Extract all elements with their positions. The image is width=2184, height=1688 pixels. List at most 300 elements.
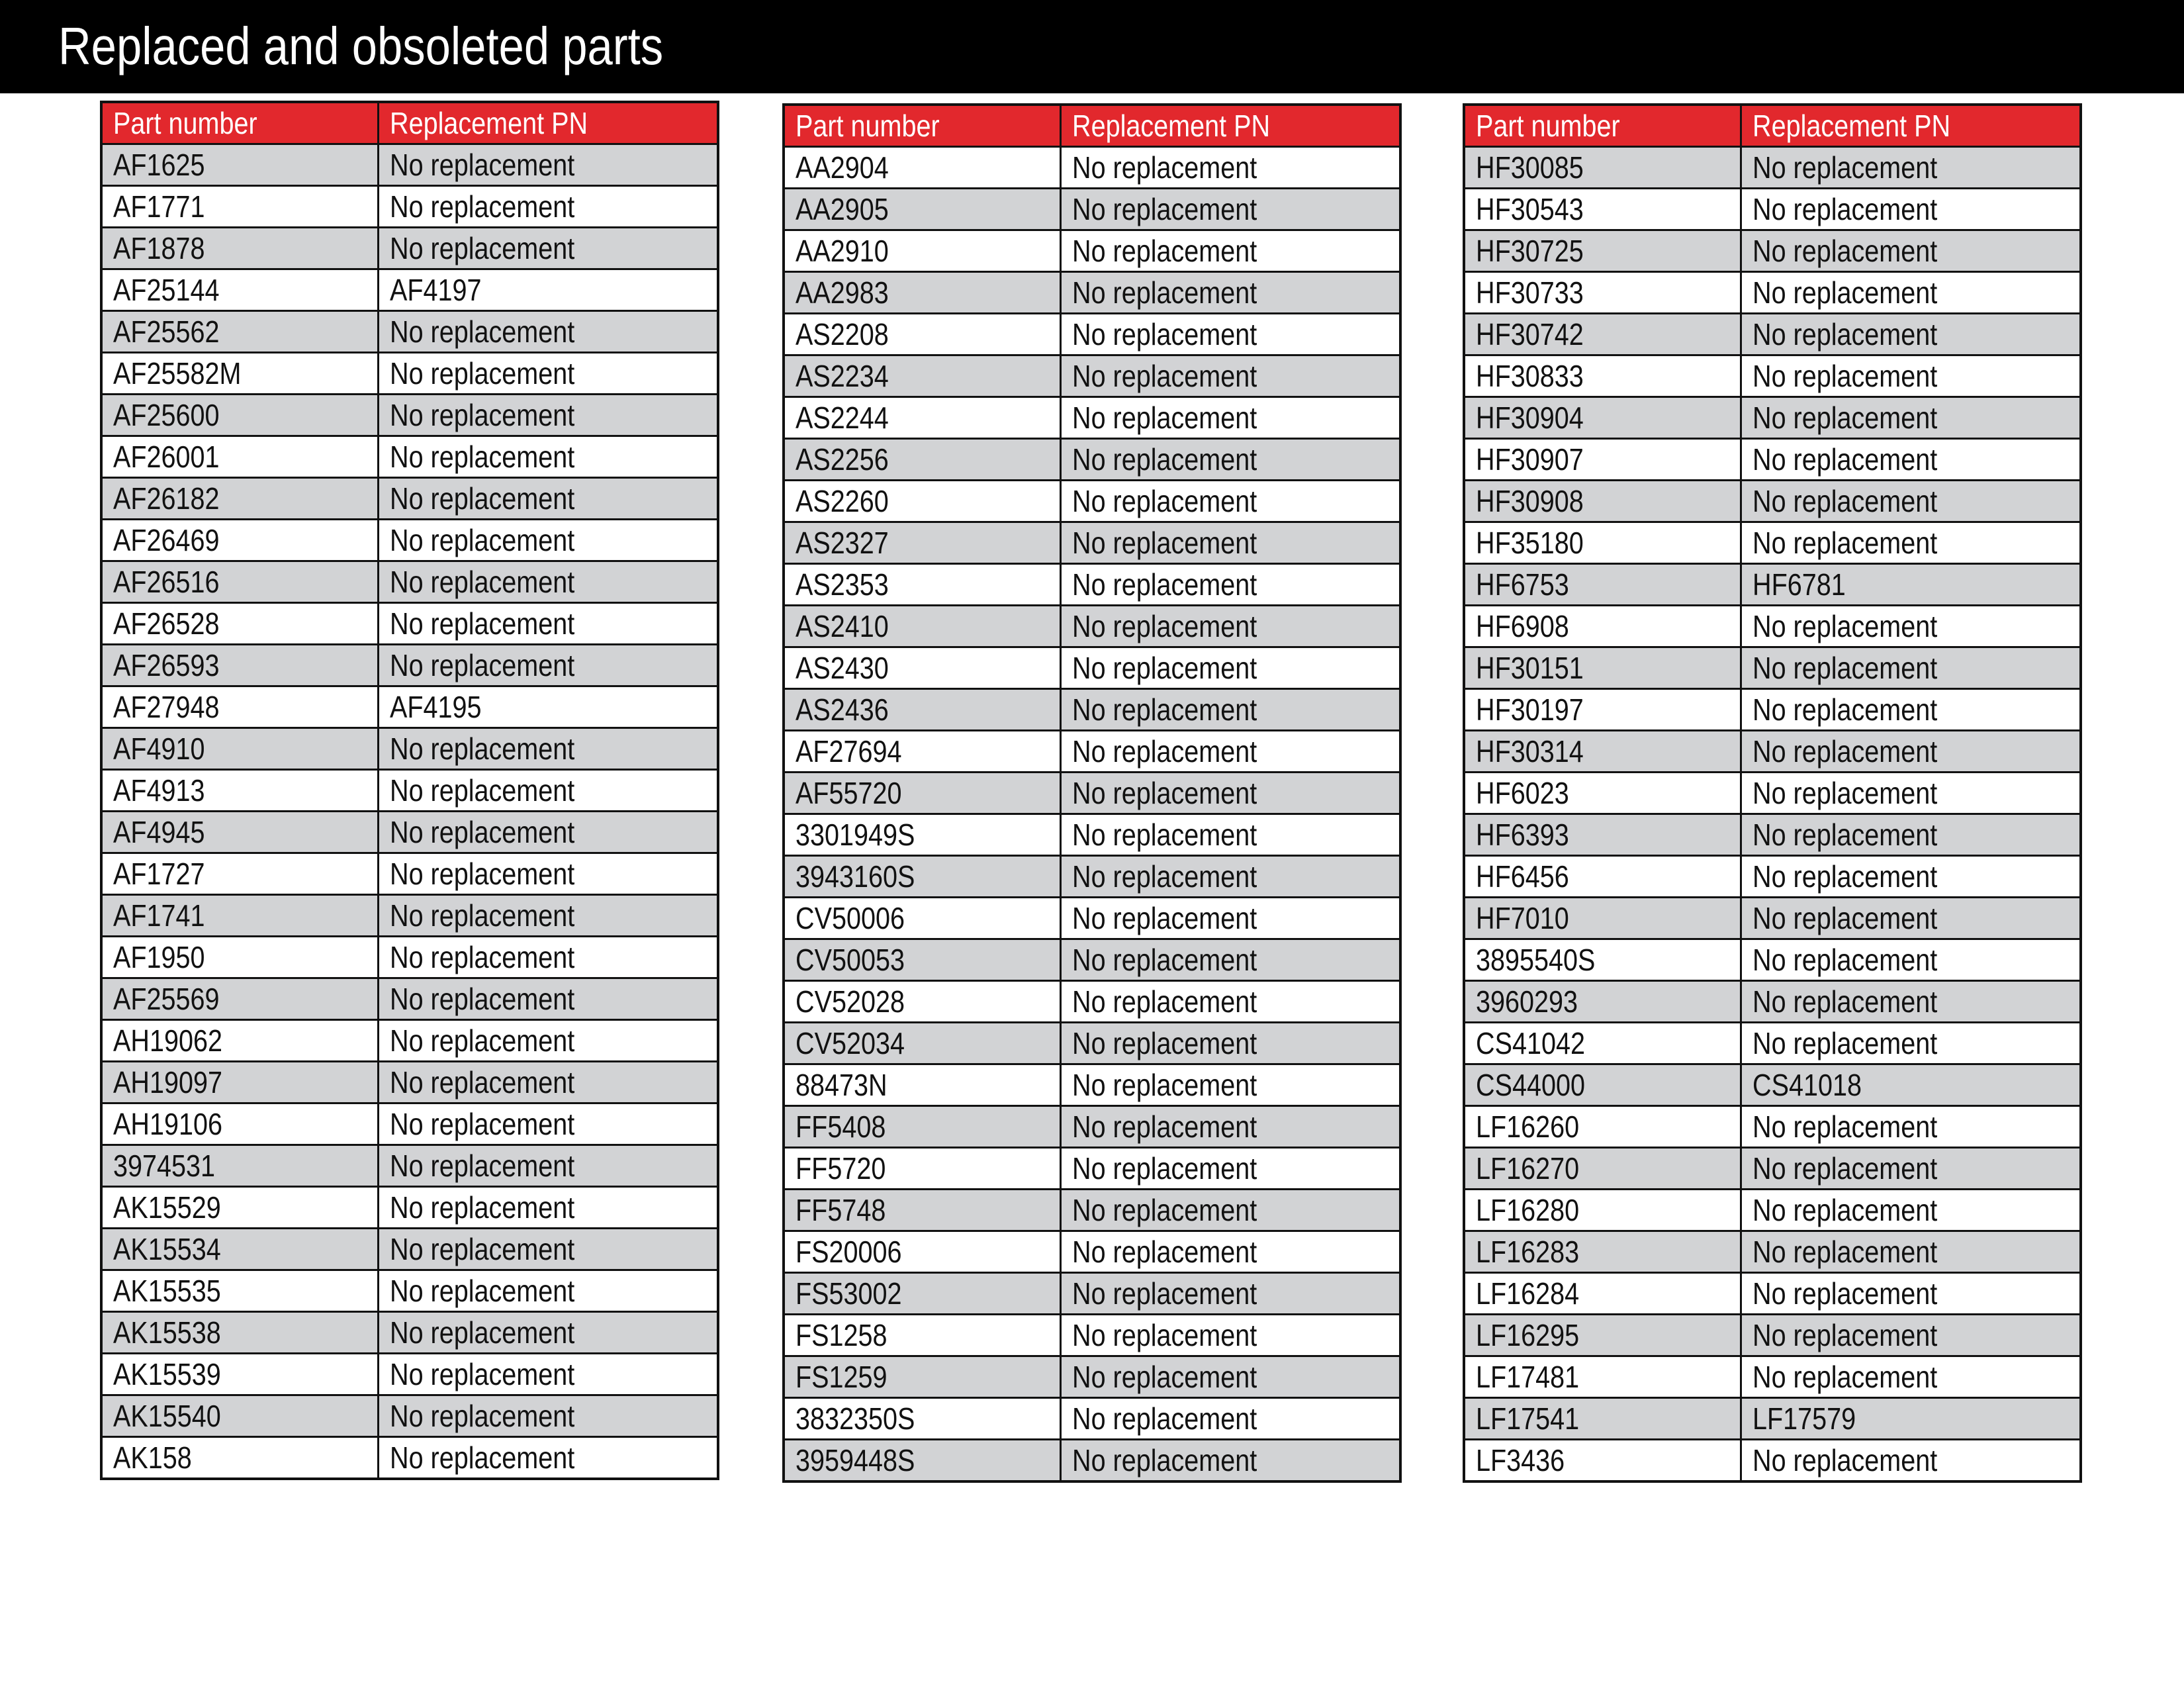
cell-text: AF1741 [113,898,205,933]
cell-text: AF25600 [113,398,220,432]
cell-text: 3895540S [1476,943,1596,977]
table-row [101,395,718,436]
part-number-cell [101,561,378,603]
part-number-cell [1464,1148,1741,1190]
table-row [1464,1315,2081,1356]
replacement-pn-cell [1060,314,1400,355]
cell-text: 3943160S [796,859,915,894]
replacement-pn-cell [378,645,718,686]
cell-text: No replacement [1752,818,1937,852]
part-number-cell [1464,898,1741,939]
part-number-cell [101,311,378,353]
cell-text: HF30833 [1476,359,1584,393]
cell-text: FF5720 [796,1151,886,1186]
cell-text: AF26001 [113,440,220,474]
cell-text: No replacement [389,940,574,974]
replacement-pn-cell [1060,230,1400,272]
table-row [784,522,1400,564]
replacement-pn-cell [1060,856,1400,898]
part-number-cell [1464,731,1741,773]
cell-text: HF6753 [1476,567,1569,602]
cell-text: No replacement [389,398,574,432]
cell-text: No replacement [1752,192,1937,226]
header-label: Part number [1476,109,1620,143]
table-row [101,1062,718,1103]
part-number-cell [1464,397,1741,439]
table-row [784,731,1400,773]
table-row [101,1437,718,1479]
replacement-pn-cell [378,1437,718,1479]
header-label: Replacement PN [1071,109,1270,143]
cell-text: No replacement [389,1232,574,1266]
cell-text: 88473N [796,1068,887,1102]
part-number-cell [784,1315,1060,1356]
cell-text: LF3436 [1476,1443,1565,1477]
cell-text: AF26182 [113,481,220,516]
table-row [1464,1106,2081,1148]
replacement-pn-cell [1741,230,2081,272]
part-number-cell [784,1440,1060,1482]
table-row [101,1145,718,1187]
cell-text: AF25144 [113,273,220,307]
column-header-part-number [1464,105,1741,147]
part-number-cell [101,686,378,728]
cell-text: 3959448S [796,1443,915,1477]
cell-text: HF30314 [1476,734,1584,769]
header-label: Part number [113,106,257,140]
part-number-cell [1464,1190,1741,1231]
replacement-pn-cell [1060,898,1400,939]
cell-text: HF30725 [1476,234,1584,268]
table-row [784,314,1400,355]
part-number-cell [784,689,1060,731]
part-number-cell [784,397,1060,439]
part-number-cell [101,812,378,853]
cell-text: No replacement [1071,776,1257,810]
part-number-cell [1464,1273,1741,1315]
cell-text: No replacement [1071,609,1257,643]
cell-text: No replacement [1071,1026,1257,1060]
part-number-cell [1464,272,1741,314]
cell-text: AS2327 [796,526,889,560]
cell-text: AK15529 [113,1190,221,1225]
cell-text: No replacement [1752,609,1937,643]
part-number-cell [1464,230,1741,272]
replacement-pn-cell [378,353,718,395]
table-row [101,144,718,186]
replacement-pn-cell [1741,898,2081,939]
cell-text: No replacement [1071,1443,1257,1477]
part-number-cell [101,770,378,812]
cell-text: No replacement [1752,1318,1937,1352]
table-row [1464,1273,2081,1315]
cell-text: No replacement [389,1357,574,1391]
cell-text: AF26593 [113,648,220,682]
cell-text: AF25562 [113,314,220,349]
table-row [784,1231,1400,1273]
cell-text: AS2208 [796,317,889,352]
replacement-pn-cell [378,937,718,978]
cell-text: AA2983 [796,275,889,310]
part-number-cell [101,395,378,436]
part-number-cell [1464,189,1741,230]
column-header-part-number [101,102,378,144]
table-row [784,1315,1400,1356]
table-row [1464,522,2081,564]
replacement-pn-cell [1060,147,1400,189]
cell-text: HF30908 [1476,484,1584,518]
replacement-pn-cell [1060,481,1400,522]
replacement-pn-cell [1060,731,1400,773]
part-number-cell [784,1273,1060,1315]
cell-text: LF17481 [1476,1360,1580,1394]
cell-text: No replacement [1071,359,1257,393]
cell-text: No replacement [389,898,574,933]
replacement-pn-cell [378,1145,718,1187]
cell-text: HF30197 [1476,692,1584,727]
part-number-cell [101,937,378,978]
part-number-cell [101,1437,378,1479]
part-number-cell [1464,1064,1741,1106]
cell-text: No replacement [389,1149,574,1183]
cell-text: 3960293 [1476,984,1578,1019]
cell-text: No replacement [389,189,574,224]
replacement-pn-cell [378,603,718,645]
cell-text: LF16283 [1476,1235,1580,1269]
page-title: Replaced and obsoleted parts [58,17,664,75]
table-row [784,230,1400,272]
cell-text: No replacement [389,1315,574,1350]
part-number-cell [101,1312,378,1354]
part-number-cell [1464,1231,1741,1273]
replacement-pn-cell [1060,397,1400,439]
cell-text: LF17579 [1752,1401,1856,1436]
cell-text: No replacement [1071,1401,1257,1436]
cell-text: No replacement [389,815,574,849]
replacement-pn-cell [1060,439,1400,481]
cell-text: AK158 [113,1440,192,1475]
cell-text: FS1259 [796,1360,887,1394]
header-label: Replacement PN [389,106,588,140]
cell-text: HF6023 [1476,776,1569,810]
column-header-replacement-pn [378,102,718,144]
part-number-cell [101,144,378,186]
cell-text: No replacement [1071,818,1257,852]
cell-text: No replacement [389,1107,574,1141]
table-row [1464,439,2081,481]
part-number-cell [784,230,1060,272]
cell-text: FF5748 [796,1193,886,1227]
replacement-pn-cell [1060,522,1400,564]
cell-text: AF4197 [389,273,482,307]
cell-text: No replacement [389,440,574,474]
cell-text: FF5408 [796,1109,886,1144]
cell-text: HF30151 [1476,651,1584,685]
cell-text: HF30742 [1476,317,1584,352]
title-bar [0,0,2184,93]
cell-text: LF16270 [1476,1151,1580,1186]
replacement-pn-cell [1060,773,1400,814]
part-number-cell [784,773,1060,814]
table-row [1464,1190,2081,1231]
table-row [1464,1440,2081,1482]
cell-text: AH19097 [113,1065,222,1100]
cell-text: No replacement [1752,943,1937,977]
cell-text: No replacement [389,565,574,599]
table-row [1464,189,2081,230]
replacement-pn-cell [378,1103,718,1145]
replacement-pn-cell [1060,272,1400,314]
cell-text: AH19062 [113,1023,222,1058]
cell-text: AK15540 [113,1399,221,1433]
cell-text: HF7010 [1476,901,1569,935]
replacement-pn-cell [1060,981,1400,1023]
cell-text: No replacement [1752,734,1937,769]
part-number-cell [101,1145,378,1187]
cell-text: AF1950 [113,940,205,974]
table-row [1464,1231,2081,1273]
cell-text: CV50006 [796,901,905,935]
part-number-cell [101,895,378,937]
header-label: Part number [796,109,940,143]
table-row [101,812,718,853]
replacement-pn-cell [378,728,718,770]
replacement-pn-cell [1741,147,2081,189]
cell-text: CV52034 [796,1026,905,1060]
replacement-pn-cell [1060,606,1400,647]
part-number-cell [784,1231,1060,1273]
part-number-cell [784,856,1060,898]
cell-text: LF16260 [1476,1109,1580,1144]
part-number-cell [784,481,1060,522]
table-row [784,647,1400,689]
part-number-cell [784,189,1060,230]
cell-text: 3301949S [796,818,915,852]
table-row [101,1229,718,1270]
cell-text: No replacement [1752,984,1937,1019]
cell-text: No replacement [1752,859,1937,894]
cell-text: No replacement [1752,317,1937,352]
part-number-cell [784,439,1060,481]
cell-text: No replacement [1071,442,1257,477]
cell-text: No replacement [1071,984,1257,1019]
replacement-pn-cell [1060,647,1400,689]
cell-text: LF16280 [1476,1193,1580,1227]
replacement-pn-cell [1741,1315,2081,1356]
table-row [1464,731,2081,773]
part-number-cell [784,981,1060,1023]
cell-text: No replacement [1071,275,1257,310]
cell-text: No replacement [1752,1276,1937,1311]
table-row [784,1398,1400,1440]
table-row [784,773,1400,814]
table-row [1464,773,2081,814]
cell-text: 3832350S [796,1401,915,1436]
replacement-pn-cell [378,1270,718,1312]
replacement-pn-cell [1741,814,2081,856]
cell-text: No replacement [1752,400,1937,435]
part-number-cell [1464,355,1741,397]
cell-text: AK15535 [113,1274,221,1308]
table-row [1464,814,2081,856]
part-number-cell [101,1103,378,1145]
cell-text: AK15534 [113,1232,221,1266]
cell-text: No replacement [1071,526,1257,560]
cell-text: AS2430 [796,651,889,685]
table-row [784,689,1400,731]
cell-text: No replacement [1071,400,1257,435]
table-row [101,186,718,228]
cell-text: AF4195 [389,690,482,724]
part-number-cell [1464,481,1741,522]
cell-text: AF27694 [796,734,902,769]
replacement-pn-cell [1741,397,2081,439]
table-row [1464,564,2081,606]
part-number-cell [1464,439,1741,481]
part-number-cell [1464,773,1741,814]
part-number-cell [101,1270,378,1312]
replacement-pn-cell [1060,564,1400,606]
table-row [1464,856,2081,898]
cell-text: No replacement [1752,1193,1937,1227]
cell-text: No replacement [1071,150,1257,185]
part-number-cell [784,1398,1060,1440]
cell-text: No replacement [1752,484,1937,518]
replacement-pn-cell [378,1062,718,1103]
part-number-cell [101,1395,378,1437]
replacement-pn-cell [378,478,718,520]
part-number-cell [101,603,378,645]
cell-text: No replacement [1071,1151,1257,1186]
table-row [101,1187,718,1229]
cell-text: No replacement [1071,1109,1257,1144]
cell-text: No replacement [1071,1068,1257,1102]
part-number-cell [101,1229,378,1270]
parts-table-2 [782,103,1402,1483]
replacement-pn-cell [1060,1106,1400,1148]
table-row [101,603,718,645]
table-row [101,1312,718,1354]
cell-text: No replacement [1071,734,1257,769]
part-number-cell [784,1148,1060,1190]
part-number-cell [1464,689,1741,731]
cell-text: AS2234 [796,359,889,393]
table-row [784,1064,1400,1106]
part-number-cell [784,1023,1060,1064]
replacement-pn-cell [378,1312,718,1354]
cell-text: AH19106 [113,1107,222,1141]
cell-text: No replacement [1752,359,1937,393]
column-header-replacement-pn [1741,105,2081,147]
part-number-cell [784,1356,1060,1398]
part-number-cell [784,522,1060,564]
replacement-pn-cell [1741,1190,2081,1231]
cell-text: No replacement [1071,859,1257,894]
cell-text: No replacement [1071,1360,1257,1394]
part-number-cell [784,272,1060,314]
cell-text: No replacement [1071,1318,1257,1352]
cell-text: No replacement [1071,1193,1257,1227]
cell-text: No replacement [389,1274,574,1308]
replacement-pn-cell [1741,1398,2081,1440]
replacement-pn-cell [1060,1356,1400,1398]
cell-text: No replacement [1752,692,1937,727]
part-number-cell [784,939,1060,981]
replacement-pn-cell [1741,981,2081,1023]
cell-text: No replacement [1071,1235,1257,1269]
parts-table-1 [100,101,719,1480]
part-number-cell [1464,981,1741,1023]
cell-text: No replacement [389,356,574,391]
cell-text: AS2244 [796,400,889,435]
cell-text: HF6908 [1476,609,1569,643]
replacement-pn-cell [1741,439,2081,481]
cell-text: AF25582M [113,356,242,391]
cell-text: AS2436 [796,692,889,727]
part-number-cell [1464,1356,1741,1398]
table-row [784,189,1400,230]
cell-text: AF26469 [113,523,220,557]
table-row [1464,1148,2081,1190]
cell-text: CS44000 [1476,1068,1585,1102]
table-row [784,147,1400,189]
table-row [101,686,718,728]
part-number-cell [1464,1023,1741,1064]
part-number-cell [784,606,1060,647]
replacement-pn-cell [1060,1315,1400,1356]
cell-text: No replacement [389,481,574,516]
part-number-cell [784,1106,1060,1148]
replacement-pn-cell [378,1395,718,1437]
part-number-cell [101,436,378,478]
replacement-pn-cell [1060,814,1400,856]
table-row [101,728,718,770]
part-number-cell [1464,1398,1741,1440]
replacement-pn-cell [378,186,718,228]
part-number-cell [101,228,378,269]
cell-text: No replacement [389,773,574,808]
cell-text: AF27948 [113,690,220,724]
cell-text: AS2410 [796,609,889,643]
cell-text: AA2905 [796,192,889,226]
replacement-pn-cell [1060,1398,1400,1440]
table-row [101,1020,718,1062]
part-number-cell [1464,939,1741,981]
replacement-pn-cell [378,1354,718,1395]
replacement-pn-cell [378,978,718,1020]
part-number-cell [784,1064,1060,1106]
cell-text: No replacement [389,982,574,1016]
cell-text: No replacement [389,1023,574,1058]
cell-text: No replacement [1752,1151,1937,1186]
cell-text: FS20006 [796,1235,902,1269]
table-row [101,520,718,561]
cell-text: No replacement [389,314,574,349]
replacement-pn-cell [1060,355,1400,397]
part-number-cell [784,647,1060,689]
part-number-cell [1464,856,1741,898]
replacement-pn-cell [1060,1273,1400,1315]
cell-text: No replacement [389,1399,574,1433]
replacement-pn-cell [378,1187,718,1229]
cell-text: No replacement [1752,1360,1937,1394]
table-row [1464,397,2081,439]
table-row [1464,689,2081,731]
cell-text: AF55720 [796,776,902,810]
replacement-pn-cell [1060,1064,1400,1106]
cell-text: CV52028 [796,984,905,1019]
part-number-cell [1464,1106,1741,1148]
